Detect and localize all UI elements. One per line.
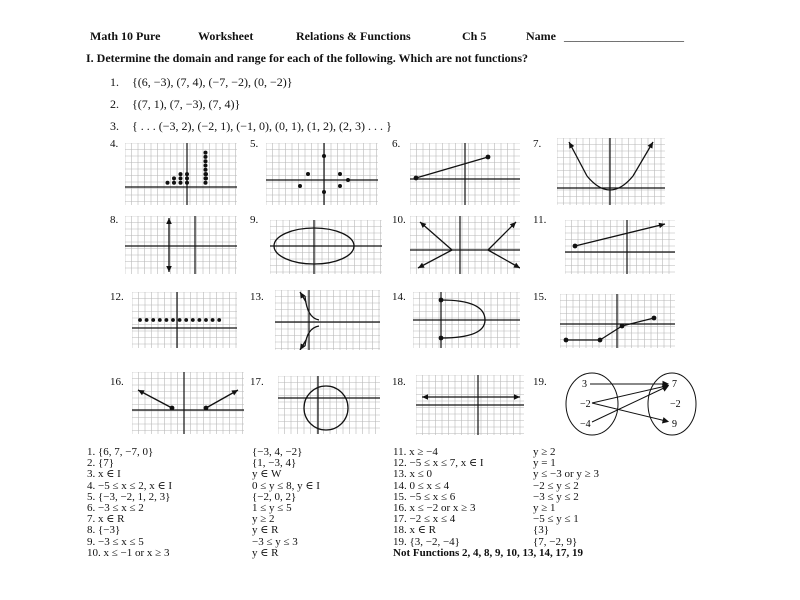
point	[158, 318, 162, 322]
arrowhead	[514, 394, 520, 400]
graph-8-vertical-line	[125, 216, 237, 274]
graph-label-13: 13.	[250, 291, 264, 303]
point	[204, 159, 208, 163]
name-label: Name	[526, 29, 556, 43]
graph-11-ray	[565, 220, 675, 274]
map-arrow	[592, 387, 666, 422]
domain-value-3: 3	[582, 379, 587, 390]
answers-col-3: 11. x ≥ −4 12. −5 ≤ x ≤ 7, x ∈ I 13. x ≤ 0 14. 0 ≤ x ≤ 4 15. −5 ≤ x ≤ 6 16. x ≤ −2 or x ≥ 3 17. −2 ≤ x ≤ 4 18. x ∈ R 19. {3, −2, −4} Not Functions 2, 4, 8, 9, 10, 13, 14, 17, 19	[393, 446, 584, 559]
point	[145, 318, 149, 322]
graph-16-two-rays	[132, 372, 244, 434]
point	[204, 155, 208, 159]
point	[178, 318, 182, 322]
range-value-7: 7	[672, 379, 677, 390]
graph-6-segment	[410, 143, 520, 205]
point	[191, 318, 195, 322]
point	[620, 324, 625, 329]
graph-14-half-ellipse	[413, 292, 520, 348]
answers-col-4: y ≥ 2 y = 1 y ≤ −3 or y ≥ 3 −2 ≤ y ≤ 2 −3 ≤ y ≤ 2 y ≥ 1 −5 ≤ y ≤ 1 {3} {7, −2, 9}	[533, 446, 599, 548]
point	[204, 168, 208, 172]
point	[185, 176, 189, 180]
chapter-label: Ch 5	[462, 29, 487, 43]
graph-label-7: 7.	[533, 138, 542, 150]
point	[346, 178, 350, 182]
graph-label-17: 17.	[250, 376, 264, 388]
map-arrow	[592, 386, 666, 403]
graph-7-parabola	[557, 138, 665, 205]
point	[204, 181, 208, 185]
answers-col-1: 1. {6, 7, −7, 0} 2. {7} 3. x ∈ I 4. −5 ≤ x ≤ 2, x ∈ I 5. {−3, −2, 1, 2, 3} 6. −3 ≤ x ≤ 2 7. x ∈ R 8. {−3} 9. −3 ≤ x ≤ 5 10. x ≤ −1 or x ≥ 3	[87, 446, 173, 559]
point	[198, 318, 202, 322]
question-1: 1. {(6, −3), (7, 4), (−7, −2), (0, −2)}	[110, 75, 293, 89]
graph-label-16: 16.	[110, 376, 124, 388]
arrowhead	[166, 218, 172, 224]
course-title: Math 10 Pure	[90, 29, 161, 43]
point	[652, 316, 657, 321]
graph-line	[416, 157, 488, 178]
graph-label-12: 12.	[110, 291, 124, 303]
question-3: 3. { . . . (−3, 2), (−2, 1), (−1, 0), (0, 1), (1, 2), (2, 3) . . . }	[110, 119, 392, 133]
range-value-9: 9	[672, 419, 677, 430]
point	[322, 190, 326, 194]
point	[414, 176, 419, 181]
domain-value-neg2: −2	[580, 399, 591, 410]
graph-9-ellipse	[270, 220, 382, 274]
graph-label-5: 5.	[250, 138, 259, 150]
point	[166, 181, 170, 185]
graph-label-9: 9.	[250, 214, 259, 226]
point	[172, 176, 176, 180]
graph-label-10: 10.	[392, 214, 406, 226]
point	[486, 155, 491, 160]
name-blank: ____________________	[564, 29, 684, 43]
point	[204, 318, 208, 322]
arrowhead	[659, 223, 665, 228]
graph-label-11: 11.	[533, 214, 547, 226]
graph-curve	[441, 300, 485, 338]
graph-line	[575, 224, 665, 246]
worksheet-label: Worksheet	[198, 29, 254, 43]
arrowhead	[166, 266, 172, 272]
topic-title: Relations & Functions	[296, 29, 411, 43]
graph-label-8: 8.	[110, 214, 119, 226]
question-2: 2. {(7, 1), (7, −3), (7, 4)}	[110, 97, 241, 111]
point	[151, 318, 155, 322]
graph-19-mapping-diagram	[560, 370, 700, 438]
graph-12-dot-row	[132, 292, 237, 348]
graph-4-dot-plot	[125, 143, 237, 205]
point	[171, 318, 175, 322]
point	[179, 176, 183, 180]
point	[179, 172, 183, 176]
point	[439, 336, 444, 341]
point	[204, 164, 208, 168]
graph-label-15: 15.	[533, 291, 547, 303]
graph-15-piecewise	[560, 294, 675, 348]
point	[179, 181, 183, 185]
point	[598, 338, 603, 343]
map-arrow	[592, 403, 666, 421]
graph-label-19: 19.	[533, 376, 547, 388]
graph-label-6: 6.	[392, 138, 401, 150]
graph-label-4: 4.	[110, 138, 119, 150]
point	[338, 184, 342, 188]
domain-value-neg4: −4	[580, 419, 591, 430]
point	[338, 172, 342, 176]
point	[564, 338, 569, 343]
arrowhead	[422, 394, 428, 400]
point	[322, 154, 326, 158]
domain-oval	[566, 373, 618, 435]
point	[204, 151, 208, 155]
graph-13-hyperbola	[275, 290, 380, 350]
point	[185, 172, 189, 176]
point	[298, 184, 302, 188]
graph-5-scatter	[266, 143, 378, 205]
point	[204, 172, 208, 176]
point	[439, 298, 444, 303]
point	[165, 318, 169, 322]
graph-label-14: 14.	[392, 291, 406, 303]
point	[217, 318, 221, 322]
point	[306, 172, 310, 176]
not-functions-answer: Not Functions 2, 4, 8, 9, 10, 13, 14, 17, 19	[393, 546, 584, 559]
graph-label-18: 18.	[392, 376, 406, 388]
range-value-neg2: −2	[670, 399, 681, 410]
graph-18-horizontal-line	[416, 375, 524, 435]
point	[185, 181, 189, 185]
point	[204, 176, 208, 180]
graph-17-circle	[278, 376, 380, 434]
point	[138, 318, 142, 322]
graph-curve	[305, 296, 319, 320]
section-instructions: I. Determine the domain and range for each of the following. Which are not functions?	[86, 51, 528, 65]
point	[211, 318, 215, 322]
point	[172, 181, 176, 185]
graph-10-rays	[410, 216, 520, 274]
answers-col-2: {−3, 4, −2} {1, −3, 4} y ∈ W 0 ≤ y ≤ 8, y ∈ I {−2, 0, 2} 1 ≤ y ≤ 5 y ≥ 2 y ∈ R −3 ≤ y ≤ 3 y ∈ R	[252, 446, 320, 559]
point	[184, 318, 188, 322]
